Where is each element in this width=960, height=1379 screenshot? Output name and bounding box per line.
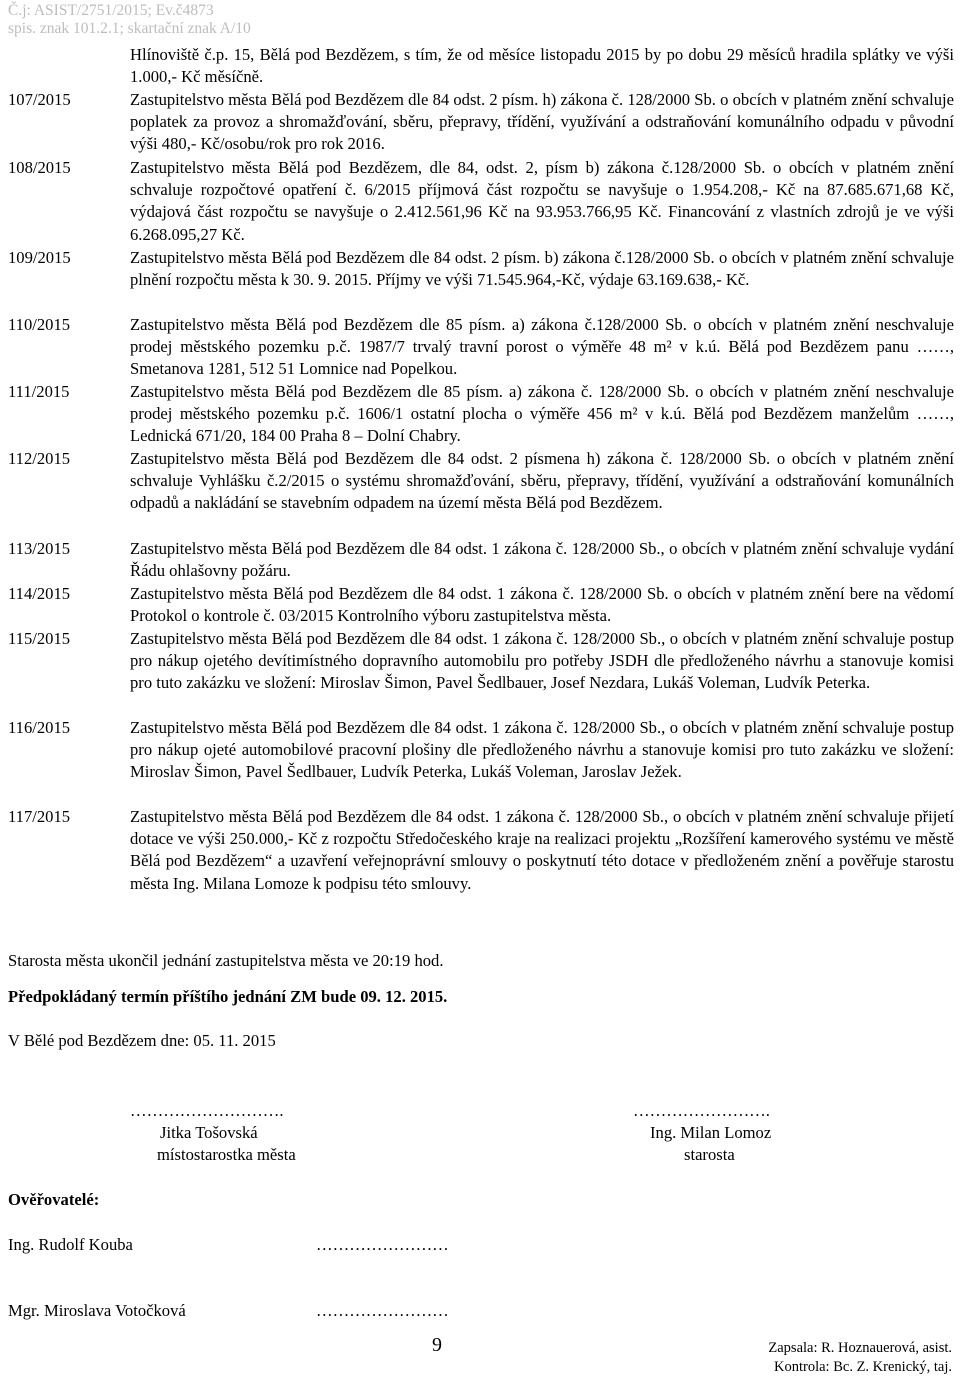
verifier-signature-line-2: ……………………: [316, 1301, 449, 1320]
resolution-text: Zastupitelstvo města Bělá pod Bezdězem dle 84 odst. 1 zákona č. 128/2000 Sb., o obcích v platném znění schvaluje přijetí dotace ve výši 250.000,- Kč z rozpočtu Středočeského kraje na realizaci projektu „Rozšíření kamerového systému ve městě Bělá pod Bezdězem“ a uzavření veřejnoprávní smlouvy o poskytnutí této dotace v předloženém znění a pověřuje starostu města Ing. Milana Lomoze k podpisu této smlouvy.: [130, 807, 954, 893]
resolution-number: 114/2015: [8, 584, 71, 603]
meeting-end-note: Starosta města ukončil jednání zastupitelstva města ve 20:19 hod.: [8, 951, 444, 970]
resolution-text: Zastupitelstvo města Bělá pod Bezdězem dle 84 odst. 1 zákona č. 128/2000 Sb., o obcích v platném znění schvaluje postup pro nákup ojetého devítimístného dopravního automobilu pro potřeby JSDH dle předloženého návrhu a stanovuje komisi pro tuto zakázku ve složení: Miroslav Šimon, Pavel Šedlbauer, Josef Nezdara, Lukáš Voleman, Ludvík Peterka.: [130, 629, 954, 693]
resolution-text: Zastupitelstvo města Bělá pod Bezdězem, dle 84, odst. 2, písm b) zákona č.128/2000 Sb. o obcích v platném znění schvaluje rozpočtové opatření č. 6/2015 příjmová část rozpočtu se navyšuje o 1.954.208,- Kč na 87.685.671,68 Kč, výdajová část rozpočtu se navyšuje o 2.412.561,96 Kč na 93.953.766,95 Kč. Financování z vlastních zdrojů je ve výši 6.268.095,27 Kč.: [130, 158, 954, 244]
resolution-number: 109/2015: [8, 248, 71, 267]
verifier-name-2: Mgr. Miroslava Votočková: [8, 1301, 186, 1320]
resolution-text: Zastupitelstvo města Bělá pod Bezdězem dle 84 odst. 2 písm. h) zákona č. 128/2000 Sb. o obcích v platném znění schvaluje poplatek za provoz a shromažďování, sběru, přepravy, třídění, využívání a odstraňování komunálního odpadu v původní výši 480,- Kč/osobu/rok pro rok 2016.: [130, 90, 954, 154]
resolution-110: [8, 314, 954, 381]
resolution-114: [8, 583, 954, 627]
verifiers-heading: Ověřovatelé:: [8, 1190, 100, 1209]
signature-line-left: ……………………….: [130, 1101, 284, 1120]
resolution-number: 110/2015: [8, 315, 71, 334]
resolution-text: Zastupitelstvo města Bělá pod Bezdězem dle 84 odst. 2 písmena h) zákona č. 128/2000 Sb. o obcích v platném znění schvaluje Vyhlášku č.2/2015 o systému shromažďování, sběru, přepravy, třídění, využívání a odstraňování komunálních odpadů a nakládání se stavebním odpadem na území města Bělá pod Bezdězem.: [130, 449, 954, 513]
next-meeting-note: Předpokládaný termín příštího jednání ZM bude 09. 12. 2015.: [8, 987, 448, 1006]
resolution-115: [8, 628, 954, 695]
resolution-number: 111/2015: [8, 382, 70, 401]
continuation-text: Hlínoviště č.p. 15, Bělá pod Bezdězem, s tím, že od měsíce listopadu 2015 by po dobu 29 měsíců hradila splátky ve výši 1.000,- Kč měsíčně.: [130, 45, 954, 87]
page-number: 9: [432, 1334, 442, 1356]
resolution-number: 117/2015: [8, 807, 71, 826]
signatory-role-left: místostarostka města: [157, 1145, 296, 1164]
place-and-date: V Bělé pod Bezdězem dne: 05. 11. 2015: [8, 1031, 276, 1050]
resolution-text: Zastupitelstvo města Bělá pod Bezdězem dle 84 odst. 1 zákona č. 128/2000 Sb. o obcích v platném znění bere na vědomí Protokol o kontrole č. 03/2015 Kontrolního výboru zastupitelstva města.: [130, 584, 954, 626]
verifier-name-1: Ing. Rudolf Kouba: [8, 1235, 133, 1254]
signatory-role-right: starosta: [684, 1145, 735, 1164]
resolution-number: 115/2015: [8, 629, 71, 648]
resolution-111: [8, 381, 954, 448]
resolution-text: Zastupitelstvo města Bělá pod Bezdězem dle 84 odst. 1 zákona č. 128/2000 Sb., o obcích v platném znění schvaluje postup pro nákup ojeté automobilové pracovní plošiny dle předloženého návrhu a stanovuje komisi pro tuto zakázku ve složení: Miroslav Šimon, Pavel Šedlbauer, Ludvík Peterka, Lukáš Voleman, Jaroslav Ježek.: [130, 718, 954, 782]
resolution-number: 108/2015: [8, 158, 71, 177]
verifier-signature-line-1: ……………………: [316, 1235, 449, 1254]
signatory-name-left: Jitka Tošovská: [160, 1123, 258, 1142]
signatory-name-right: Ing. Milan Lomoz: [650, 1123, 772, 1142]
resolution-number: 113/2015: [8, 539, 71, 558]
resolution-number: 116/2015: [8, 718, 71, 737]
resolution-117: [8, 806, 954, 895]
resolution-113: [8, 538, 954, 582]
resolution-108: [8, 157, 954, 246]
resolution-109: [8, 247, 954, 291]
resolution-text: Zastupitelstvo města Bělá pod Bezdězem dle 84 odst. 1 zákona č. 128/2000 Sb., o obcích v platném znění schvaluje vydání Řádu ohlašovny požáru.: [130, 539, 954, 581]
reference-number: Č.j: ASIST/2751/2015; Ev.č4873: [8, 2, 214, 19]
resolution-text: Zastupitelstvo města Bělá pod Bezdězem dle 84 odst. 2 písm. b) zákona č.128/2000 Sb. o obcích v platném znění schvaluje plnění rozpočtu města k 30. 9. 2015. Příjmy ve výši 71.545.964,-Kč, výdaje 63.169.638,- Kč.: [130, 248, 954, 290]
resolution-112: [8, 448, 954, 515]
resolution-107: [8, 89, 954, 156]
resolution-116: [8, 717, 954, 784]
checked-by: Kontrola: Bc. Z. Krenický, taj.: [774, 1359, 952, 1375]
resolution-number: 107/2015: [8, 90, 71, 109]
file-mark: spis. znak 101.2.1; skartační znak A/10: [8, 20, 251, 37]
resolution-number: 112/2015: [8, 449, 71, 468]
resolution-text: Zastupitelstvo města Bělá pod Bezdězem dle 85 písm. a) zákona č. 128/2000 Sb. o obcích v platném znění neschvaluje prodej městského pozemku p.č. 1606/1 ostatní plocha o výměře 456 m² v k.ú. Bělá pod Bezdězem manželům ……, Lednická 671/20, 184 00 Praha 8 – Dolní Chabry.: [130, 382, 954, 446]
signature-line-right: …………………….: [633, 1101, 770, 1120]
written-by: Zapsala: R. Hoznauerová, asist.: [768, 1340, 952, 1356]
resolution-text: Zastupitelstvo města Bělá pod Bezdězem dle 85 písm. a) zákona č.128/2000 Sb. o obcích v platném znění neschvaluje prodej městského pozemku p.č. 1987/7 trvalý travní porost o výměře 48 m² v k.ú. Bělá pod Bezdězem panu ……, Smetanova 1281, 512 51 Lomnice nad Popelkou.: [130, 315, 954, 379]
